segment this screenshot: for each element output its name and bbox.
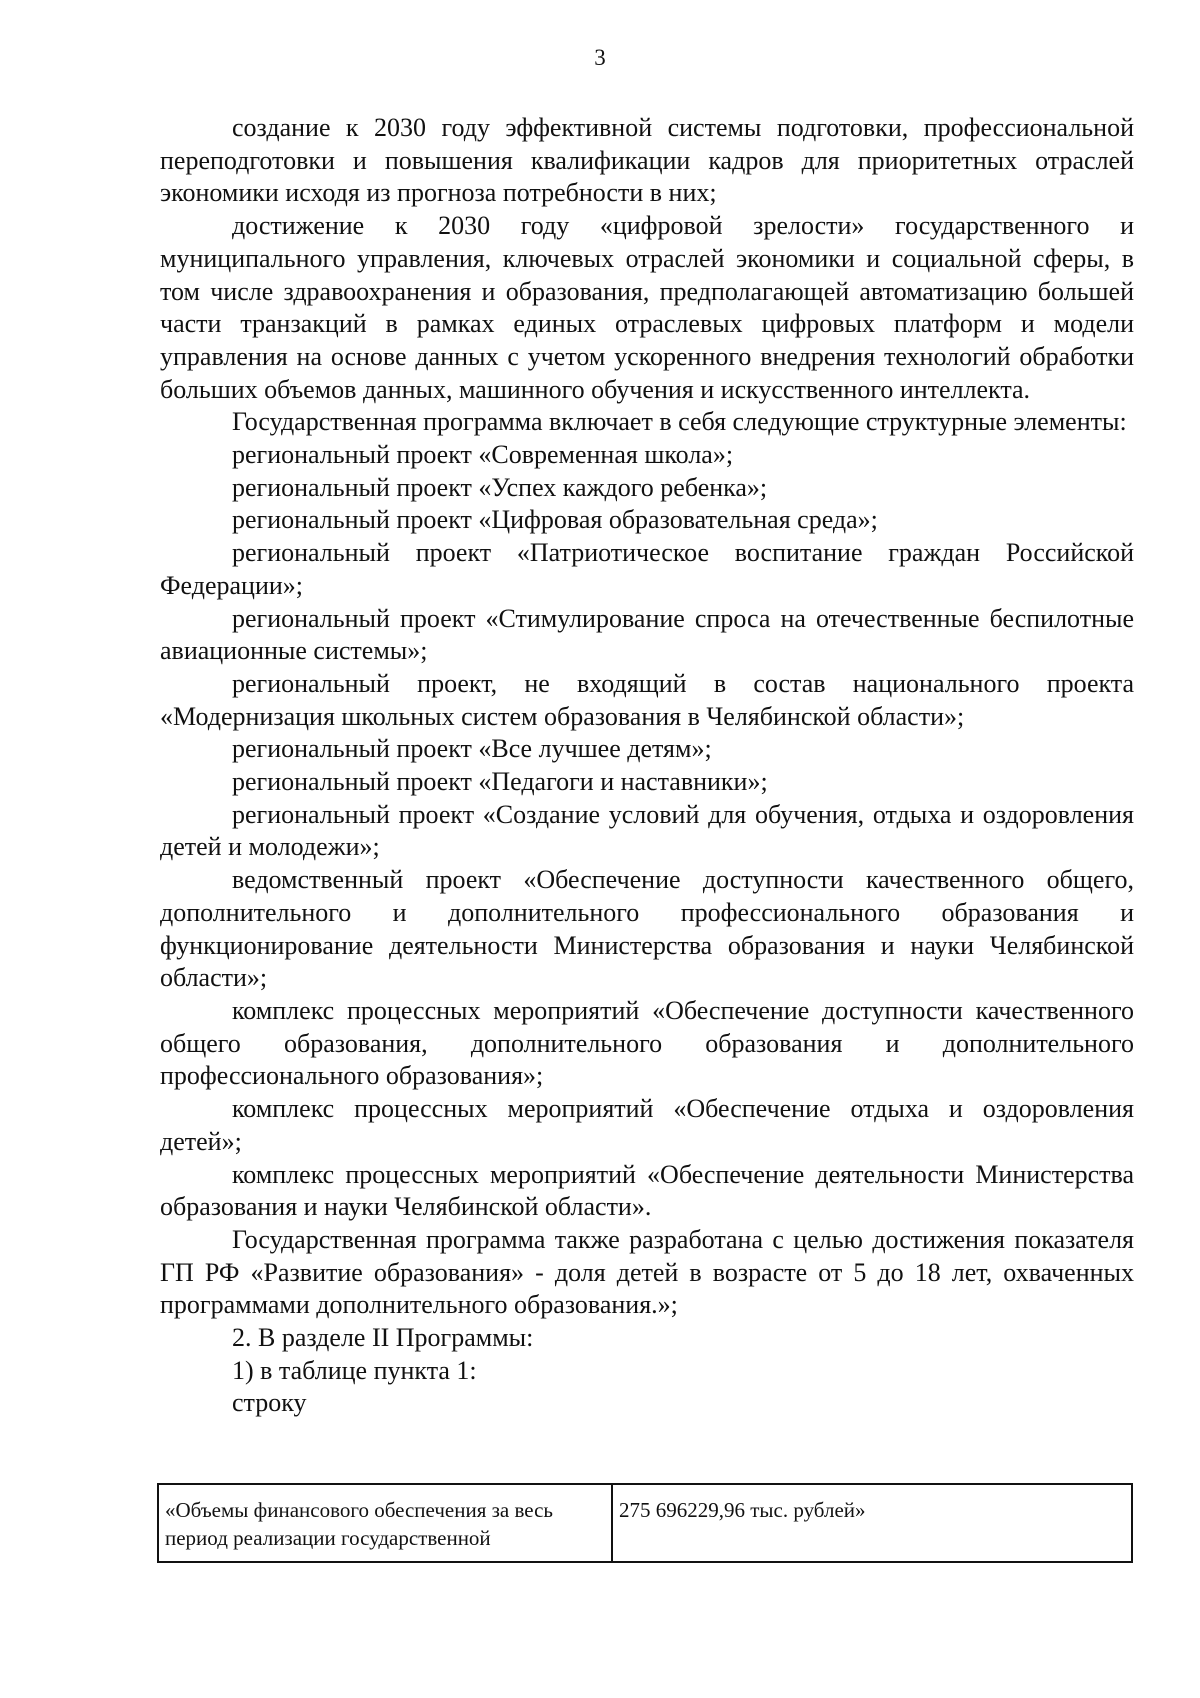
list-item: региональный проект «Современная школа»; — [232, 440, 734, 470]
list-item: региональный проект «Педагоги и наставники»; — [232, 767, 768, 797]
page-number: 3 — [594, 45, 606, 70]
list-item: комплекс процессных мероприятий «Обеспечение доступности качественного общего образования, дополнительного образования и дополнительного профессионального образования»; — [160, 995, 1134, 1091]
list-item: региональный проект «Создание условий для обучения, отдыха и оздоровления детей и молодежи»; — [160, 799, 1134, 862]
list-item: региональный проект «Успех каждого ребенка»; — [232, 472, 768, 502]
list-item: региональный проект, не входящий в состав национального проекта «Модернизация школьных систем образования в Челябинской области»; — [160, 668, 1134, 731]
list-item: региональный проект «Патриотическое воспитание граждан Российской Федерации»; — [160, 538, 1134, 600]
table-reference: 1) в таблице пункта 1: — [232, 1355, 477, 1385]
section-reference: 2. В разделе II Программы: — [232, 1323, 534, 1353]
paragraph: создание к 2030 году эффективной системы подготовки, профессиональной переподготовки и повышения квалификации кадров для приоритетных отраслей экономики исходя из прогноза потребности в них; — [160, 113, 1134, 208]
list-item: комплекс процессных мероприятий «Обеспечение отдыха и оздоровления детей»; — [160, 1094, 1134, 1156]
list-item: ведомственный проект «Обеспечение доступности качественного общего, дополнительного и дополнительного профессионального образования и функционирование деятельности Министерства образования и науки Челябинской области»; — [160, 865, 1134, 993]
funding-table — [157, 1483, 1133, 1563]
document-body — [160, 112, 1134, 1420]
list-item: региональный проект «Стимулирование спроса на отечественные беспилотные авиационные системы»; — [160, 603, 1134, 666]
list-item: комплекс процессных мероприятий «Обеспечение деятельности Министерства образования и науки Челябинской области». — [160, 1159, 1134, 1222]
paragraph: Государственная программа включает в себя следующие структурные элементы: — [232, 407, 1127, 437]
paragraph: Государственная программа также разработана с целью достижения показателя ГП РФ «Развитие образования» - доля детей в возрасте от 5 до 18 лет, охваченных программами дополнительного образования.»; — [160, 1224, 1134, 1320]
row-reference: строку — [232, 1388, 307, 1418]
table-row — [158, 1484, 1132, 1562]
table-cell-label: «Объемы финансового обеспечения за весь период реализации государственной — [158, 1484, 612, 1562]
paragraph: достижение к 2030 году «цифровой зрелости» государственного и муниципального управления, ключевых отраслей экономики и социальной сферы, в том числе здравоохранения и образования, предполагающей автоматизацию большей части транзакций в рамках единых отраслевых цифровых платформ и модели управления на основе данных с учетом ускоренного внедрения технологий обработки больших объемов данных, машинного обучения и искусственного интеллекта. — [160, 211, 1134, 404]
table-cell-value: 275 696229,96 тыс. рублей» — [612, 1484, 1132, 1562]
list-item: региональный проект «Цифровая образовательная среда»; — [232, 505, 878, 535]
list-item: региональный проект «Все лучшее детям»; — [232, 734, 712, 764]
